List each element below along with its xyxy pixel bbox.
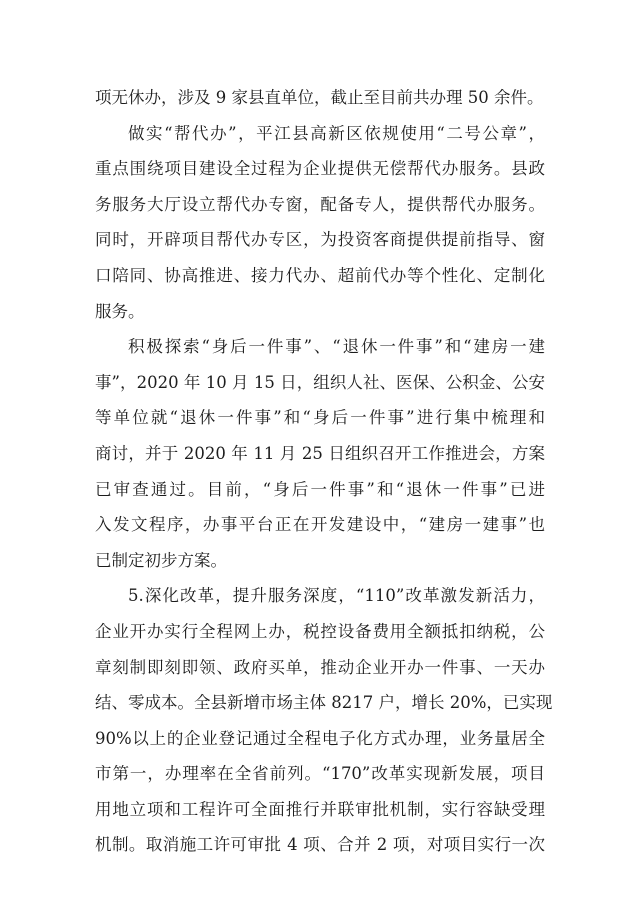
text-line: 结、零成本。全县新增市场主体 8217 户，增长 20%，已实现 [95, 693, 553, 713]
paragraph-yijianshi [95, 329, 545, 578]
text-line: 商讨，并于 2020 年 11 月 25 日组织召开工作推进会，方案 [95, 443, 545, 463]
paragraph-bangdaiban [95, 116, 545, 330]
text-line: 企业开办实行全程网上办，税控设备费用全额抵扣纳税，公 [95, 621, 545, 641]
text-line: 口陪同、协高推进、接力代办、超前代办等个性化、定制化 [95, 265, 545, 285]
text-line: 事”，2020 年 10 月 15 日，组织人社、医保、公积金、公安 [95, 372, 545, 392]
text-line: 入发文程序，办事平台正在开发建设中，“建房一建事”也 [95, 515, 545, 535]
text-line: 等单位就“退休一件事”和“身后一件事”进行集中梳理和 [95, 408, 545, 428]
text-line: 已制定初步方案。 [95, 550, 227, 570]
text-line: 5.深化改革，提升服务深度，“110”改革激发新活力， [128, 586, 545, 606]
text-line: 做实“帮代办”，平江县高新区依规使用“二号公章”， [128, 123, 545, 143]
text-line: 积极探索“身后一件事”、“退休一件事”和“建房一建 [128, 337, 545, 357]
text-line: 务服务大厅设立帮代办专窗，配备专人，提供帮代办服务。 [95, 194, 545, 214]
text-line: 90%以上的企业登记通过全程电子化方式办理，业务量居全 [95, 728, 545, 748]
text-line: 章刻制即刻即领、政府买单，推动企业开办一件事、一天办 [95, 657, 545, 677]
paragraph-deepen-reform [95, 578, 553, 863]
text-line: 用地立项和工程许可全面推行并联审批机制，实行容缺受理 [95, 799, 545, 819]
paragraph-continuation [95, 80, 545, 116]
text-line: 机制。取消施工许可审批 4 项、合并 2 项，对项目实行一次 [95, 835, 545, 855]
text-line: 项无休办，涉及 9 家县直单位，截止至目前共办理 50 余件。 [95, 88, 544, 107]
text-line: 同时，开辟项目帮代办专区，为投资客商提供提前指导、窗 [95, 230, 545, 250]
text-line: 服务。 [95, 301, 145, 321]
text-line: 已审查通过。目前，“身后一件事”和“退休一件事”已进 [95, 479, 545, 499]
text-line: 市第一，办理率在全省前列。“170”改革实现新发展，项目 [95, 764, 545, 784]
body-text [95, 80, 553, 863]
text-line: 重点围绕项目建设全过程为企业提供无偿帮代办服务。县政 [95, 159, 545, 179]
